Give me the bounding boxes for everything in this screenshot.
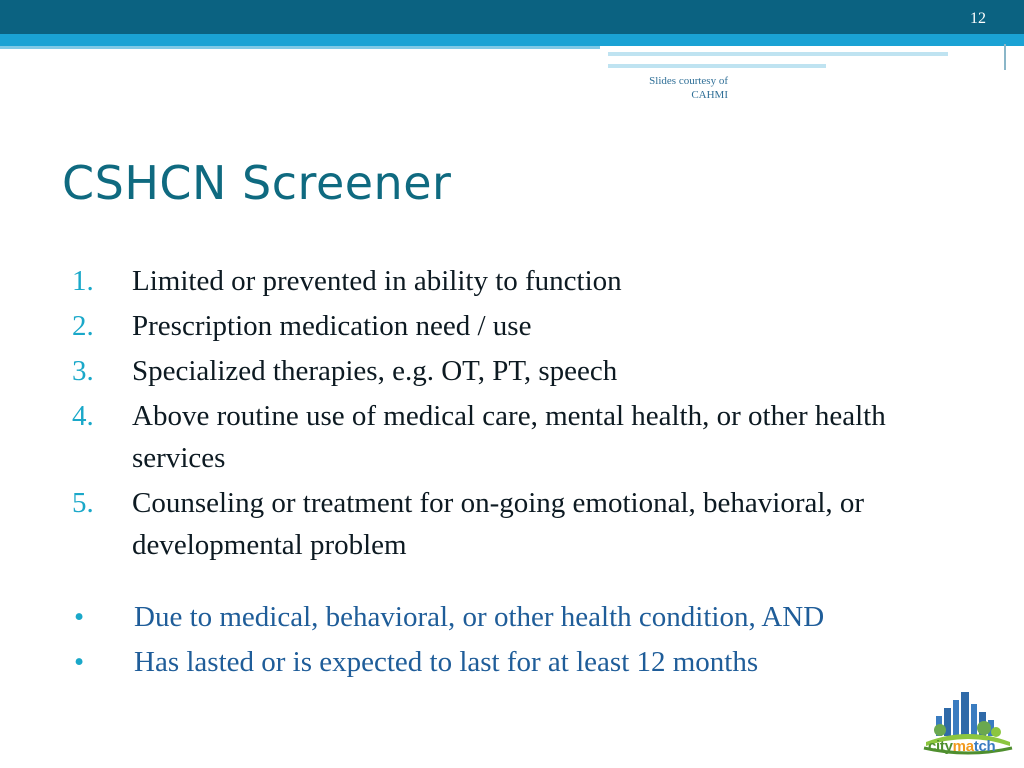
decorative-notch [1004, 44, 1006, 70]
logo-wordmark [928, 738, 995, 755]
list-item [72, 305, 952, 347]
list-item-text: Above routine use of medical care, mental health, or other health services [132, 400, 886, 474]
slide-title: CSHCN Screener [62, 156, 452, 210]
bullet-item-text: Due to medical, behavioral, or other health condition, AND [134, 601, 825, 633]
list-number: 5. [72, 487, 94, 519]
courtesy-line-1: Slides courtesy of [649, 75, 728, 87]
list-item-text: Prescription medication need / use [132, 310, 532, 342]
top-banner-light [0, 34, 1024, 46]
bullet-marker: • [74, 601, 85, 633]
decorative-stripe-2 [608, 64, 826, 68]
list-item-text: Limited or prevented in ability to function [132, 265, 622, 297]
list-number: 2. [72, 310, 94, 342]
logo-part-tch: tch [973, 738, 996, 755]
list-item-text: Specialized therapies, e.g. OT, PT, speech [132, 355, 618, 387]
bullet-marker: • [74, 646, 85, 678]
bullet-item-text: Has lasted or is expected to last for at least 12 months [134, 646, 759, 678]
courtesy-note [620, 74, 728, 102]
list-number: 1. [72, 265, 94, 297]
list-item [72, 260, 952, 302]
list-item [72, 395, 952, 479]
list-number: 3. [72, 355, 94, 387]
list-number: 4. [72, 400, 94, 432]
top-banner-stripe [0, 46, 600, 49]
courtesy-line-2: CAHMI [691, 89, 728, 101]
top-banner-dark [0, 0, 1024, 34]
bullet-list [72, 596, 952, 686]
decorative-stripe-1 [608, 52, 948, 56]
numbered-list [72, 260, 952, 569]
logo-part-city: city [928, 738, 953, 755]
logo-part-ma: ma [952, 738, 974, 755]
list-item [72, 482, 952, 566]
list-item [72, 350, 952, 392]
bullet-item [72, 641, 952, 683]
list-item-text: Counseling or treatment for on-going emotional, behavioral, or developmental problem [132, 487, 865, 561]
page-number: 12 [970, 10, 986, 27]
bullet-item [72, 596, 952, 638]
